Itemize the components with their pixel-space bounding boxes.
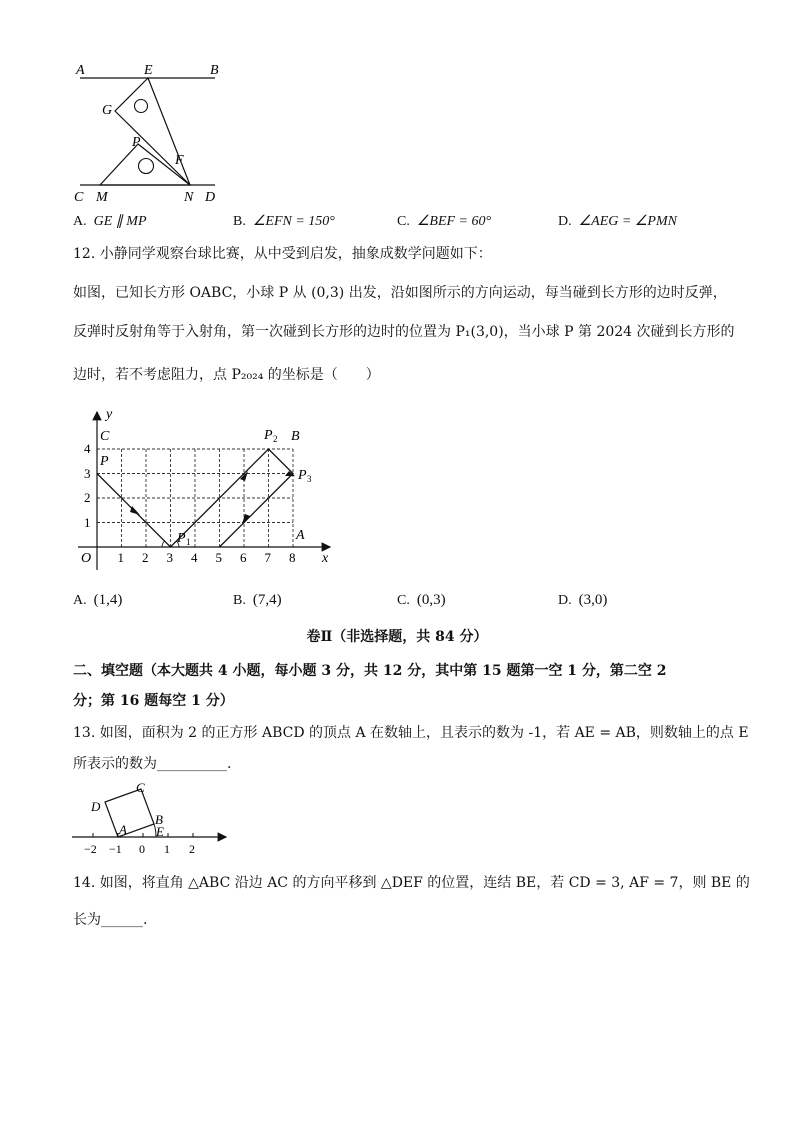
tick-label: −1 bbox=[109, 842, 122, 856]
option-text: (0,3) bbox=[416, 592, 446, 608]
tick-label: −2 bbox=[84, 842, 97, 856]
q11-option-a[interactable] bbox=[73, 213, 147, 230]
y-tick-label: 4 bbox=[84, 441, 91, 456]
option-text: (3,0) bbox=[578, 592, 608, 608]
q14-line-2: 长为______. bbox=[73, 912, 148, 928]
tick-label: 0 bbox=[139, 842, 145, 856]
label-P: P bbox=[132, 135, 141, 150]
q12-option-d[interactable] bbox=[558, 592, 607, 609]
q11-option-c[interactable] bbox=[397, 213, 491, 230]
label-G: G bbox=[102, 103, 113, 118]
option-text: GE ∥ MP bbox=[93, 214, 147, 229]
circle-hole-lower bbox=[139, 159, 154, 174]
q14-line-1: 14. 如图，将直角 △ABC 沿边 AC 的方向平移到 △DEF 的位置，连结 BE，若 CD = 3, AF = 7，则 BE 的 bbox=[73, 875, 750, 891]
option-letter: A. bbox=[73, 593, 87, 608]
label-A: A bbox=[296, 528, 305, 543]
label-F: F bbox=[175, 153, 184, 168]
label-D: D bbox=[91, 799, 101, 814]
option-letter: B. bbox=[233, 593, 246, 608]
label-E: E bbox=[156, 824, 164, 839]
q12-option-c[interactable] bbox=[397, 592, 446, 609]
q11-option-d[interactable] bbox=[558, 213, 677, 230]
option-text: (7,4) bbox=[252, 592, 282, 608]
label-A: A bbox=[119, 822, 127, 837]
label-B: B bbox=[155, 812, 163, 827]
q12-option-b[interactable] bbox=[233, 592, 282, 609]
circle-hole-upper bbox=[135, 100, 148, 113]
x-tick-label: 6 bbox=[240, 550, 247, 565]
tick-label: 1 bbox=[164, 842, 170, 856]
label-B: B bbox=[210, 63, 219, 78]
option-letter: D. bbox=[558, 214, 572, 229]
option-letter: C. bbox=[397, 593, 410, 608]
x-tick-label: 2 bbox=[142, 550, 149, 565]
option-letter: C. bbox=[397, 214, 410, 229]
q12-line-3: 反弹时反射角等于入射角，第一次碰到长方形的边时的位置为 P₁(3,0)，当小球 P 第 2024 次碰到长方形的 bbox=[73, 324, 735, 340]
x-tick-label: 4 bbox=[191, 550, 198, 565]
x-tick-label: 8 bbox=[289, 550, 296, 565]
x-tick-label: 5 bbox=[215, 550, 222, 565]
option-text: ∠EFN = 150° bbox=[252, 214, 335, 229]
square-abcd bbox=[105, 789, 154, 837]
origin-label: O bbox=[81, 551, 92, 566]
y-tick-label: 1 bbox=[84, 515, 91, 530]
label-C: C bbox=[136, 780, 145, 795]
label-P2-subscript: 2 bbox=[273, 434, 278, 444]
label-N: N bbox=[184, 190, 194, 205]
q11-option-b[interactable] bbox=[233, 213, 335, 230]
label-M: M bbox=[96, 190, 108, 205]
label-B: B bbox=[291, 429, 300, 444]
q12-option-a[interactable] bbox=[73, 592, 122, 609]
option-text: ∠AEG = ∠PMN bbox=[578, 214, 677, 229]
label-P3: P bbox=[298, 468, 307, 483]
label-P3-subscript: 3 bbox=[307, 474, 312, 484]
grid-lines bbox=[97, 449, 293, 547]
x-tick-label: 1 bbox=[117, 550, 124, 565]
q12-line-2: 如图，已知长方形 OABC，小球 P 从 (0,3) 出发，沿如图所示的方向运动，每当碰到长方形的边时反弹， bbox=[73, 285, 727, 301]
label-P2: P bbox=[264, 428, 273, 443]
label-C: C bbox=[100, 429, 110, 444]
label-P1: P bbox=[177, 531, 186, 546]
label-D: D bbox=[205, 190, 216, 205]
q11-figure bbox=[60, 58, 230, 208]
q12-line-1: 12. 小静同学观察台球比赛，从中受到启发，抽象成数学问题如下： bbox=[73, 246, 492, 262]
x-tick-label: 3 bbox=[166, 550, 173, 565]
q13-line-1: 13. 如图，面积为 2 的正方形 ABCD 的顶点 A 在数轴上，且表示的数为 -1，若 AE = AB，则数轴上的点 E bbox=[73, 725, 749, 741]
y-tick-label: 2 bbox=[84, 490, 91, 505]
tick-label: 2 bbox=[189, 842, 195, 856]
x-axis-label: x bbox=[322, 551, 329, 566]
label-C: C bbox=[74, 190, 84, 205]
q12-line-4: 边时，若不考虑阻力，点 P₂₀₂₄ 的坐标是（ ） bbox=[73, 367, 380, 383]
label-A: A bbox=[76, 63, 85, 78]
option-text: (1,4) bbox=[93, 592, 123, 608]
q12-billiard-figure bbox=[70, 402, 340, 574]
section-heading-line-1: 二、填空题（本大题共 4 小题，每小题 3 分，共 12 分，其中第 15 题第一空 1 分，第二空 2 bbox=[73, 663, 667, 679]
option-letter: B. bbox=[233, 214, 246, 229]
x-tick-label: 7 bbox=[264, 550, 271, 565]
angle-arc-left bbox=[162, 541, 165, 547]
label-E: E bbox=[144, 63, 153, 78]
label-P1-subscript: 1 bbox=[186, 537, 191, 547]
y-tick-label: 3 bbox=[84, 466, 91, 481]
label-P: P bbox=[100, 454, 109, 469]
y-axis-label: y bbox=[106, 407, 113, 422]
q13-line-2: 所表示的数为__________. bbox=[73, 756, 232, 772]
section-title: 卷Ⅱ（非选择题，共 84 分） bbox=[306, 629, 488, 645]
option-text: ∠BEF = 60° bbox=[416, 214, 492, 229]
section-heading-line-2: 分；第 16 题每空 1 分） bbox=[73, 693, 234, 709]
option-letter: D. bbox=[558, 593, 572, 608]
option-letter: A. bbox=[73, 214, 87, 229]
q13-number-line-figure bbox=[68, 778, 238, 860]
